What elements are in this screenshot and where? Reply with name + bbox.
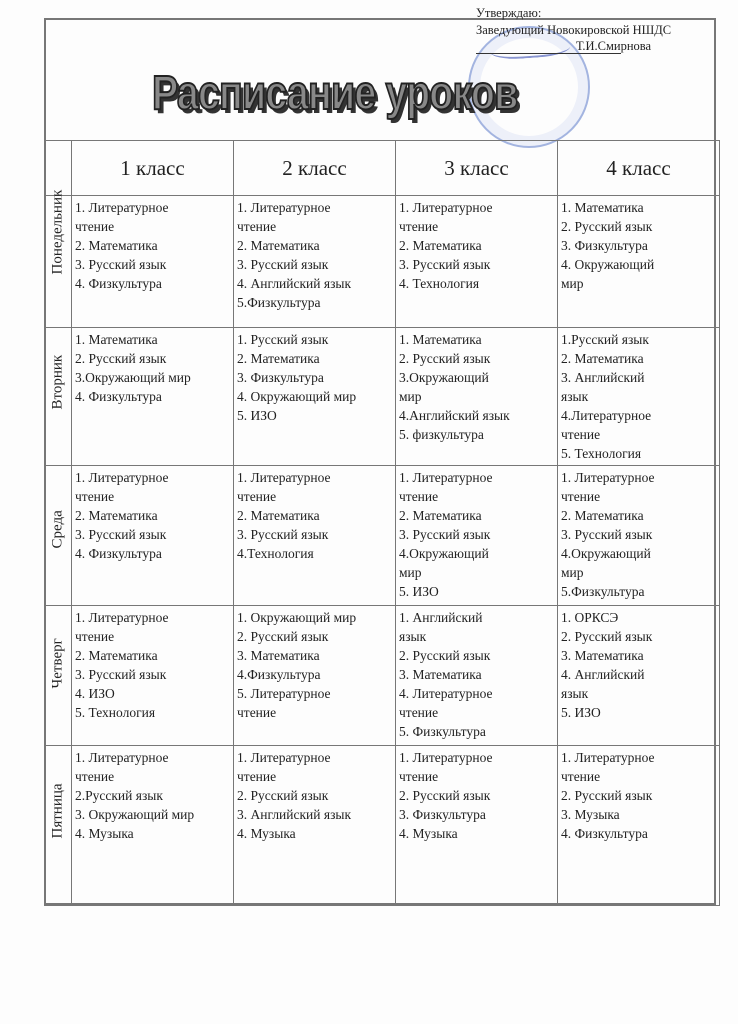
signature-line [476,53,621,54]
lesson-line: чтение [561,769,601,784]
lesson-cell [234,328,396,466]
lesson-line: 5. Технология [75,705,156,720]
lesson-line: 1. Литературное [399,750,493,765]
lesson-line: 5. ИЗО [561,705,601,720]
lesson-line: 3.Окружающий мир [75,370,191,385]
lesson-line: 4. Физкультура [75,546,162,561]
lesson-line: 3. Русский язык [75,527,167,542]
lesson-line: 2. Русский язык [75,351,167,366]
lesson-line: 1. Литературное [399,200,493,215]
lesson-line: 3. Математика [399,667,482,682]
day-label-cell [45,328,72,466]
lesson-line: 4.Физкультура [237,667,321,682]
lesson-line: 2. Математика [399,508,482,523]
lesson-cell [72,196,234,328]
lesson-line: 3. Русский язык [237,257,329,272]
lesson-line: чтение [237,489,277,504]
lesson-line: 4. Окружающий [561,257,655,272]
lesson-line: 3. Русский язык [75,667,167,682]
lesson-line: 2. Математика [561,351,644,366]
lesson-line: чтение [561,427,601,442]
class-header: 1 класс [72,141,234,196]
day-label: Среда [49,510,66,549]
lesson-line: чтение [399,705,439,720]
lesson-line: мир [561,276,584,291]
lesson-line: 5.Физкультура [561,584,645,599]
lesson-line: 5. Технология [561,446,642,461]
lesson-cell [396,196,558,328]
lesson-cell [72,606,234,746]
lesson-line: 4. Физкультура [75,276,162,291]
lesson-cell [396,606,558,746]
lesson-line: чтение [75,219,115,234]
day-label: Вторник [49,354,66,410]
lesson-line: 1. Литературное [399,470,493,485]
class-header: 4 класс [558,141,720,196]
lesson-line: 1. Математика [399,332,482,347]
lesson-line: 3. Музыка [561,807,620,822]
corner-cell [45,141,72,196]
lesson-cell [558,746,720,906]
lesson-line: чтение [399,489,439,504]
lesson-line: 3. Русский язык [75,257,167,272]
lesson-line: 1. ОРКСЭ [561,610,619,625]
lesson-line: 3. Физкультура [399,807,486,822]
lesson-line: 1. Русский язык [237,332,329,347]
lesson-line: 3. Физкультура [237,370,324,385]
lesson-line: чтение [75,629,115,644]
lesson-line: 5. физкультура [399,427,484,442]
lesson-line: 1. Литературное [237,200,331,215]
day-label-cell [45,189,72,328]
lesson-line: 2.Русский язык [75,788,163,803]
lesson-line: 1. Литературное [75,610,169,625]
lesson-line: чтение [399,219,439,234]
lesson-line: 3. Английский [561,370,645,385]
lesson-line: 4.Литературное [561,408,652,423]
lesson-cell [234,466,396,606]
lesson-line: 2. Русский язык [399,788,491,803]
lesson-line: 4.Окружающий [561,546,651,561]
lesson-line: 2. Русский язык [561,788,653,803]
lesson-line: 2. Математика [237,508,320,523]
lesson-cell [72,746,234,906]
lesson-cell [72,466,234,606]
lesson-line: 2. Математика [561,508,644,523]
lesson-line: 2. Математика [237,238,320,253]
lesson-line: 3. Математика [561,648,644,663]
lesson-line: чтение [237,705,277,720]
lesson-line: 1.Русский язык [561,332,649,347]
lesson-line: 2. Математика [75,238,158,253]
approval-block [476,6,672,53]
page-title: Расписание уроков [152,67,518,120]
day-row [45,466,720,606]
lesson-line: чтение [75,769,115,784]
lesson-line: 2. Математика [75,508,158,523]
lesson-line: 4. Литературное [399,686,493,701]
lesson-line: 4. Английский язык [237,276,352,291]
lesson-cell [396,466,558,606]
lesson-cell [396,328,558,466]
approval-name: Т.И.Смирнова [576,39,652,53]
lesson-line: 1. Литературное [75,200,169,215]
lesson-line: 1. Математика [75,332,158,347]
lesson-line: 3. Английский язык [237,807,352,822]
lesson-line: 1. Литературное [237,750,331,765]
lesson-line: 1. Литературное [561,750,655,765]
day-label-cell [45,746,72,906]
lesson-cell [234,746,396,906]
lesson-line: 4.Английский язык [399,408,510,423]
lesson-cell [558,196,720,328]
lesson-line: 3. Математика [237,648,320,663]
lesson-cell [558,466,720,606]
lesson-line: 4. Английский [561,667,645,682]
lesson-line: язык [561,686,589,701]
lesson-line: 3. Русский язык [561,527,653,542]
approval-position: Заведующий Новокировской НШДС [476,23,672,37]
day-row [45,606,720,746]
lesson-line: 2. Русский язык [237,788,329,803]
lesson-line: 2. Русский язык [399,648,491,663]
lesson-line: 1. Математика [561,200,644,215]
lesson-line: 4. Музыка [399,826,458,841]
class-header: 2 класс [234,141,396,196]
lesson-line: 1. Английский [399,610,483,625]
day-row [45,328,720,466]
lesson-line: 2. Русский язык [237,629,329,644]
lesson-line: 1. Литературное [75,470,169,485]
lesson-line: 4. Технология [399,276,480,291]
day-label-cell [45,606,72,746]
lesson-line: 5. ИЗО [237,408,277,423]
day-row [45,196,720,328]
lesson-line: язык [399,629,427,644]
lesson-line: 5. ИЗО [399,584,439,599]
lesson-cell [558,606,720,746]
day-row [45,746,720,906]
lesson-line: 2. Математика [75,648,158,663]
lesson-line: язык [561,389,589,404]
class-header: 3 класс [396,141,558,196]
lesson-cell [558,328,720,466]
lesson-line: 2. Математика [399,238,482,253]
lesson-line: 1. Окружающий мир [237,610,357,625]
day-label: Четверг [49,638,66,689]
lesson-line: мир [399,389,422,404]
lesson-line: 3. Русский язык [399,527,491,542]
lesson-line: 3. Русский язык [399,257,491,272]
lesson-line: чтение [561,489,601,504]
lesson-line: 1. Литературное [237,470,331,485]
lesson-line: 4. Музыка [75,826,134,841]
lesson-line: 3. Русский язык [237,527,329,542]
lesson-line: 4. Физкультура [75,389,162,404]
lesson-line: 4. Окружающий мир [237,389,357,404]
lesson-line: 3. Физкультура [561,238,648,253]
lesson-line: 2. Русский язык [561,219,653,234]
lesson-line: 2. Математика [237,351,320,366]
lesson-line: чтение [237,219,277,234]
lesson-cell [234,196,396,328]
lesson-line: чтение [75,489,115,504]
approval-heading: Утверждаю: [476,6,542,20]
day-label-cell [45,466,72,606]
lesson-line: мир [399,565,422,580]
lesson-line: 4. Музыка [237,826,296,841]
lesson-cell [72,328,234,466]
lesson-line: 4.Технология [237,546,314,561]
lesson-line: чтение [399,769,439,784]
lesson-line: 1. Литературное [561,470,655,485]
lesson-line: 4. Физкультура [561,826,648,841]
lesson-cell [396,746,558,906]
lesson-line: 5. Физкультура [399,724,486,739]
lesson-line: 1. Литературное [75,750,169,765]
lesson-line: 5. Литературное [237,686,331,701]
day-label: Понедельник [49,189,66,275]
lesson-cell [234,606,396,746]
lesson-line: мир [561,565,584,580]
lesson-line: 2. Русский язык [399,351,491,366]
lesson-line: чтение [237,769,277,784]
lesson-line: 3. Окружающий мир [75,807,195,822]
lesson-line: 3.Окружающий [399,370,489,385]
lesson-line: 5.Физкультура [237,295,321,310]
schedule-table [44,140,720,906]
day-label: Пятница [49,783,66,839]
header-row [45,141,720,196]
lesson-line: 4. ИЗО [75,686,115,701]
lesson-line: 2. Русский язык [561,629,653,644]
lesson-line: 4.Окружающий [399,546,489,561]
